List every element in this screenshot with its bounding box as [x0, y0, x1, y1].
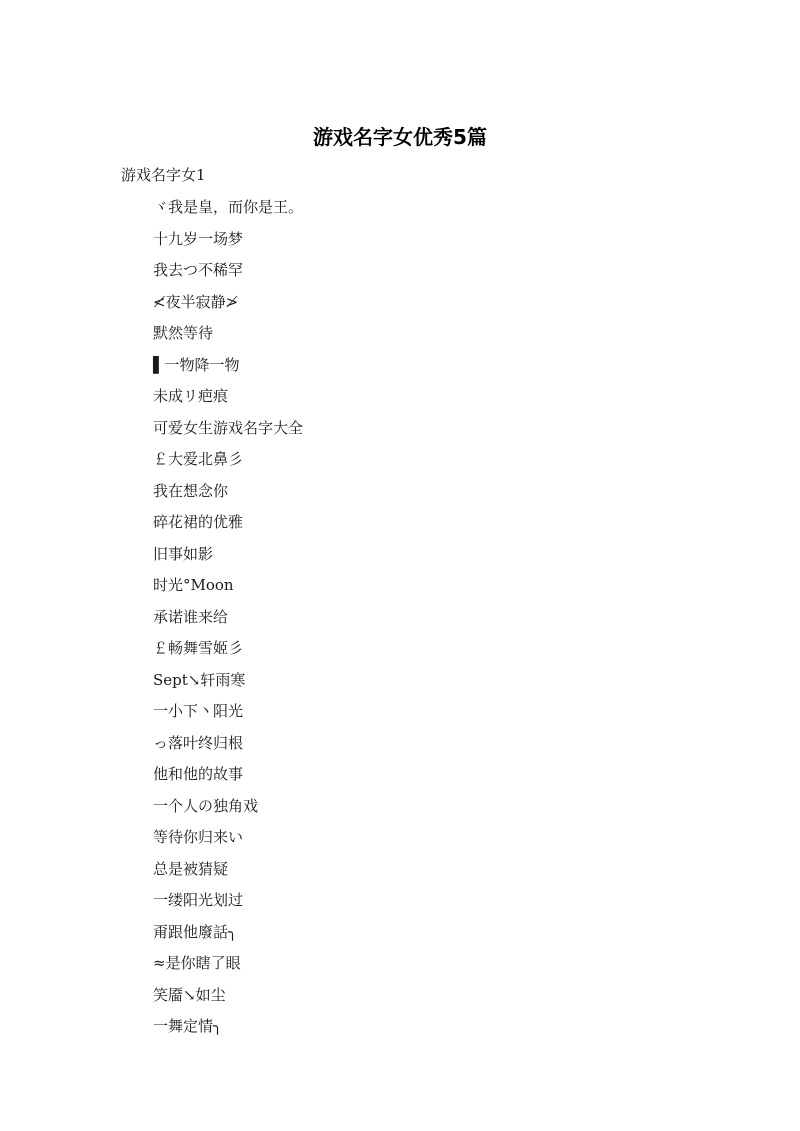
- list-item: 时光°Moon: [153, 576, 234, 594]
- list-item: 旧事如影: [153, 544, 214, 563]
- list-item: ▌一物降一物: [153, 355, 240, 374]
- list-item: 碎花裙的优雅: [153, 513, 244, 531]
- list-item: 承诺谁来给: [153, 607, 229, 626]
- list-item: Sept↘轩雨寒: [153, 670, 246, 689]
- list-item: 我在想念你: [153, 481, 229, 500]
- list-item: 一缕阳光划过: [153, 891, 244, 909]
- list-item: 一小下丶阳光: [153, 702, 244, 720]
- list-item: 默然等待: [153, 324, 214, 342]
- list-item: 十九岁一场梦: [153, 229, 244, 248]
- list-item: 甭跟他廢話╮: [153, 922, 238, 941]
- list-item: 笑靥↘如尘: [153, 985, 226, 1004]
- name-list: [153, 195, 303, 1046]
- list-item: ￡畅舞雪姬彡: [153, 639, 244, 657]
- list-item: ≮夜半寂静≯: [153, 292, 239, 311]
- list-item: ￡大爱北鼻彡: [153, 450, 244, 468]
- list-item: っ落叶终归根: [153, 733, 244, 752]
- list-item: 他和他的故事: [153, 765, 244, 783]
- list-item: 一个人の独角戏: [153, 796, 259, 815]
- list-item: ヾ我是皇，而你是王。: [153, 198, 304, 216]
- list-item: 我去つ不稀罕: [153, 261, 244, 279]
- section-heading: 游戏名字女1: [121, 166, 206, 184]
- list-item: 一舞定情╮: [153, 1017, 223, 1035]
- document-title: 游戏名字女优秀5篇: [313, 125, 487, 149]
- list-item: 等待你归来い: [153, 828, 244, 846]
- list-item: ≈是你瞎了眼: [153, 954, 241, 972]
- list-item: 总是被猜疑: [153, 859, 229, 878]
- list-item: 未成リ疤痕: [153, 387, 229, 405]
- list-item: 可爱女生游戏名字大全: [153, 418, 304, 437]
